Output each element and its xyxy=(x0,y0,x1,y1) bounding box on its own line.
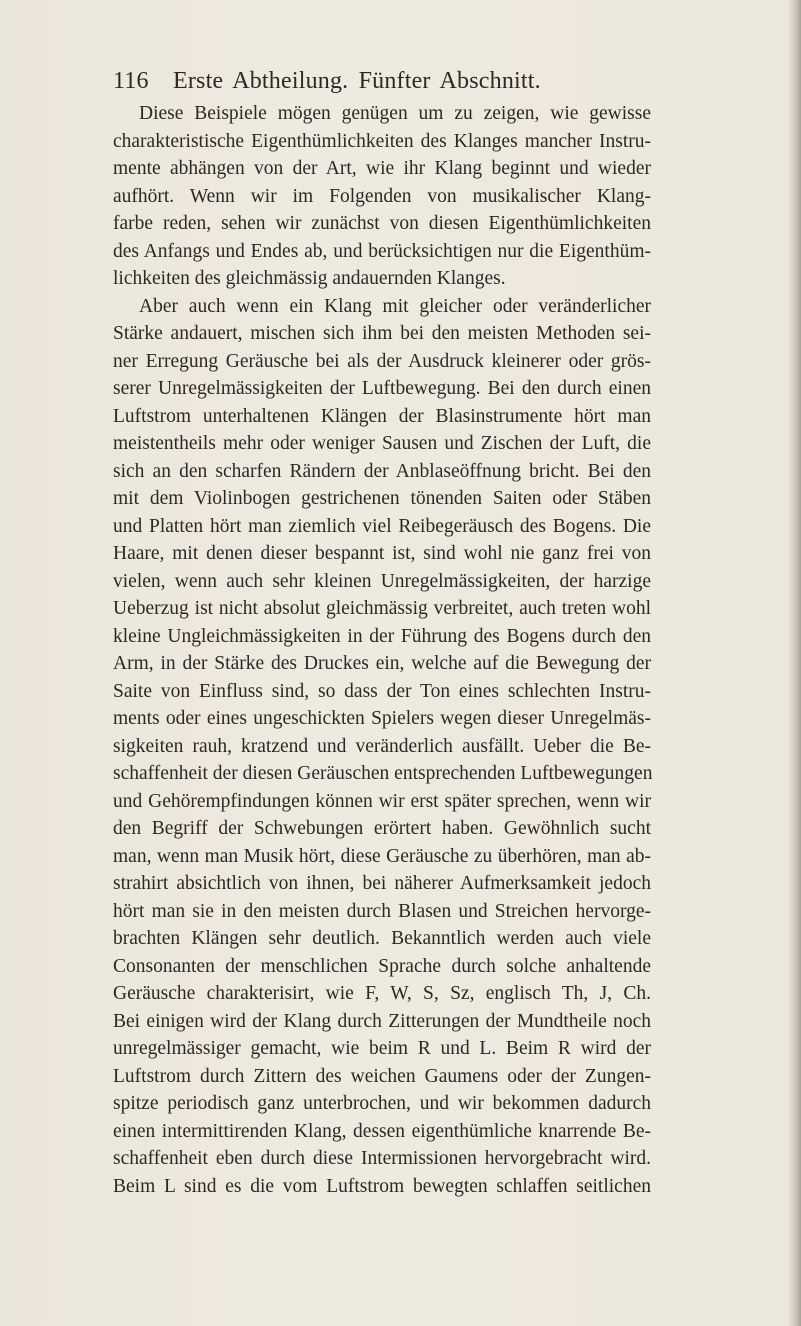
text-line: sich an den scharfen Rändern der Anblaseöffnung bricht. Bei den xyxy=(113,460,651,482)
text-line: brachten Klängen sehr deutlich. Bekanntlich werden auch viele xyxy=(113,928,651,949)
text-line: Luftstrom unterhaltenen Klängen der Blasinstrumente hört man xyxy=(113,405,651,427)
text-line: und Gehörempfindungen können wir erst später sprechen, wenn wir xyxy=(113,790,651,812)
text-line: hört man sie in den meisten durch Blasen und Streichen hervorge- xyxy=(113,900,651,922)
body-text xyxy=(113,100,651,1200)
text-line: schaffenheit eben durch diese Intermissionen hervorgebracht wird. xyxy=(113,1148,651,1169)
text-line: Haare, mit denen dieser bespannt ist, sind wohl nie ganz frei von xyxy=(113,543,651,564)
text-line: lichkeiten des gleichmässig andauernden Klanges. xyxy=(113,268,506,289)
text-line: unregelmässiger gemacht, wie beim R und L. Beim R wird der xyxy=(113,1038,651,1059)
text-line: Geräusche charakterisirt, wie F, W, S, Sz, englisch Th, J, Ch. xyxy=(113,983,651,1004)
text-line: Ueberzug ist nicht absolut gleichmässig verbreitet, auch treten wohl xyxy=(113,598,651,619)
text-line: Beim L sind es die vom Luftstrom bewegten schlaffen seitlichen xyxy=(113,1175,651,1197)
text-line: aufhört. Wenn wir im Folgenden von musikalischer Klang- xyxy=(113,185,651,207)
text-line: ner Erregung Geräusche bei als der Ausdruck kleinerer oder grös- xyxy=(113,350,651,372)
text-line: kleine Ungleichmässigkeiten in der Führung des Bogens durch den xyxy=(113,625,651,647)
text-line: des Anfangs und Endes ab, und berücksichtigen nur die Eigenthüm- xyxy=(113,240,651,262)
running-head: Erste Abtheilung. Fünfter Abschnitt. xyxy=(173,68,541,94)
page-header xyxy=(113,64,651,98)
text-line: und Platten hört man ziemlich viel Reibegeräusch des Bogens. Die xyxy=(113,515,651,537)
text-line: den Begriff der Schwebungen erörtert haben. Gewöhnlich sucht xyxy=(113,818,651,839)
text-line: sigkeiten rauh, kratzend und veränderlich ausfällt. Ueber die Be- xyxy=(113,735,651,757)
text-line: man, wenn man Musik hört, diese Geräusche zu überhören, man ab- xyxy=(113,845,651,867)
text-line: schaffenheit der diesen Geräuschen entsprechenden Luftbewegungen xyxy=(113,763,653,784)
text-line: Stärke andauert, mischen sich ihm bei den meisten Methoden sei- xyxy=(113,323,651,344)
text-line: Diese Beispiele mögen genügen um zu zeigen, wie gewisse xyxy=(139,103,651,124)
page-number: 116 xyxy=(113,68,149,94)
text-line: einen intermittirenden Klang, dessen eigenthümliche knarrende Be- xyxy=(113,1120,651,1142)
text-line: mente abhängen von der Art, wie ihr Klang beginnt und wieder xyxy=(113,158,651,179)
text-line: Luftstrom durch Zittern des weichen Gaumens oder der Zungen- xyxy=(113,1065,651,1087)
text-line: Consonanten der menschlichen Sprache durch solche anhaltende xyxy=(113,955,651,977)
text-line: spitze periodisch ganz unterbrochen, und wir bekommen dadurch xyxy=(113,1093,651,1114)
text-line: Aber auch wenn ein Klang mit gleicher oder veränderlicher xyxy=(139,295,651,317)
text-line: serer Unregelmässigkeiten der Luftbewegung. Bei den durch einen xyxy=(113,378,651,399)
text-line: Bei einigen wird der Klang durch Zitterungen der Mundtheile noch xyxy=(113,1010,651,1032)
text-line: meistentheils mehr oder weniger Sausen und Zischen der Luft, die xyxy=(113,433,651,454)
text-line: ments oder eines ungeschickten Spielers wegen dieser Unregelmäs- xyxy=(113,708,651,729)
text-line: Saite von Einfluss sind, so dass der Ton eines schlechten Instru- xyxy=(113,680,651,702)
text-line: vielen, wenn auch sehr kleinen Unregelmässigkeiten, der harzige xyxy=(113,570,651,592)
page-edge-shadow xyxy=(787,0,801,1326)
text-line: Arm, in der Stärke des Druckes ein, welche auf die Bewegung der xyxy=(113,653,651,674)
text-line: farbe reden, sehen wir zunächst von diesen Eigenthümlichkeiten xyxy=(113,213,651,234)
text-line: strahirt absichtlich von ihnen, bei näherer Aufmerksamkeit jedoch xyxy=(113,873,651,894)
text-line: mit dem Violinbogen gestrichenen tönenden Saiten oder Stäben xyxy=(113,488,651,509)
text-line: charakteristische Eigenthümlichkeiten des Klanges mancher Instru- xyxy=(113,130,651,152)
